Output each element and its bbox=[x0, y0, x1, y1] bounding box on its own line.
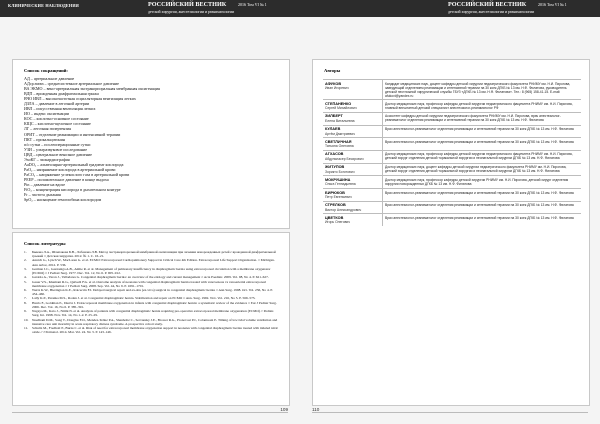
author-description: Врач анестезиолог-реаниматолог отделения реанимации и интенсивной терапии на 30 коек ДГКБ № 13 им. Н.Ф. Филатова bbox=[383, 201, 582, 214]
reference-text: Wertz K.W., Bierington K.E., Roicecrin F.I. Delayed surgical repair and ex-situ (ex-vivo) surgical in congenital diaphragmatic hernia // Ann Surg. 1998. Oct. Vol. 236, No 4. P. 454–460. bbox=[32, 287, 273, 297]
left-page-body bbox=[0, 17, 300, 424]
reference-text: Harris F., Goldman E., Durriz J. Extracorporeal membrane oxygenation in infants with congenital diaphragmatic hernia: a systematic review of the evidence // Eur J Pediatr Surg. 2006. Dec. Vol. 16, No 6. P. 385–391. bbox=[32, 300, 277, 309]
reference-text: Gaxiola A., Varon J., Valladares G. Congenital diaphragmatic hernia: an overview of the etiology and current management // Acta Paediatr. 2009. Vol. 98, No 4. P. 621–627. bbox=[32, 275, 269, 280]
author-surname: ЖИТУПОВ bbox=[325, 165, 345, 170]
references-box bbox=[12, 232, 290, 406]
journal-subtitle: детской хирургии, анестезиологии и реаниматологии bbox=[448, 10, 535, 14]
reference-text: Schultz M., Fredholt P., Burns C. et al. Risk of need for extracorporeal membrane oxygenation support in neonates with congenital diaphragmatic hernia treated with inhaled nitric oxide // J Perinatol. 2014. Mar. Vol. 24. No 3. P. 143–146. bbox=[32, 325, 279, 335]
reference-number: 8. bbox=[24, 300, 27, 305]
author-row bbox=[323, 163, 581, 176]
author-row bbox=[323, 150, 581, 163]
footer-divider bbox=[312, 412, 588, 413]
reference-number: 1. bbox=[24, 250, 27, 254]
abbreviation-item: АДср.mean – среднесистемное артериальное давление bbox=[24, 81, 119, 87]
author-description: Врач анестезиолог-реаниматолог отделения реанимации и интенсивной терапии на 30 коек ДГКБ № 13 им. Н.Ф. Филатова bbox=[383, 214, 582, 226]
author-surname: БИРЮКОВ bbox=[325, 190, 345, 195]
abbreviations-list bbox=[24, 76, 289, 202]
author-row bbox=[323, 125, 581, 138]
abbreviation-item: AaDO₂ – альвеолярно-артериальный градиент кислорода bbox=[24, 161, 124, 167]
abbreviation-item: ДЗЛА – давление в легочной артерии bbox=[24, 101, 90, 107]
abbreviation-item: ПКТ – прокальцитонин bbox=[24, 136, 65, 142]
reference-item bbox=[24, 326, 279, 334]
author-description: Ассистент кафедры детской хирургии педиатрического факультета РНИМУ им. Н.И. Пирогова, врач анестезиолог-реаниматолог отделения реанимации и интенсивной терапии на 30 коек ДГКБ № 13 им. Н.Ф. Филатова bbox=[383, 112, 582, 125]
authors-title: Авторы bbox=[324, 68, 341, 73]
author-name-cell bbox=[323, 80, 383, 100]
author-surname: АФУКОВ bbox=[325, 81, 342, 86]
section-label: КЛИНИЧЕСКИЕ НАБЛЮДЕНИЯ bbox=[8, 3, 80, 8]
author-given-name: Иван Игоревич bbox=[325, 86, 349, 91]
journal-title: РОССИЙСКИЙ ВЕСТНИК bbox=[148, 1, 227, 8]
abbreviation-item: ЦВД – центральное венозное давление bbox=[24, 151, 92, 157]
author-surname: КУЛАЕВ bbox=[325, 127, 341, 132]
right-page-body bbox=[300, 17, 600, 424]
author-row bbox=[323, 214, 581, 226]
abbreviation-item: PEEP – положительное давление в конце выдоха bbox=[24, 176, 109, 182]
abbreviations-box bbox=[12, 59, 290, 229]
abbreviation-item: КЩС – кислотно-щелочное состояние bbox=[24, 121, 91, 127]
abbreviation-item: ОРИТ – отделение реанимации и интенсивной терапии bbox=[24, 131, 121, 137]
abbreviation-item: АД – артериальное давление bbox=[24, 76, 75, 81]
author-name-cell bbox=[323, 189, 383, 202]
author-given-name: Артём Дмитриевич bbox=[325, 131, 355, 136]
reference-number: 2. bbox=[24, 258, 27, 263]
reference-item bbox=[24, 258, 279, 266]
author-name-cell bbox=[323, 163, 383, 176]
author-description: Доктор медицинских наук, доцент кафедры детской хирургии педиатрического факультета РНИМУ им. Н.И. Пирогова, детский хирург отделения детской торакальной хирургии и неонатальной хирургии ДГКБ № 13 им. Н.Ф. Филатова bbox=[383, 163, 582, 176]
author-given-name: Петр Евгеньевич bbox=[325, 195, 352, 200]
reference-item bbox=[24, 318, 279, 326]
page-number: 110 bbox=[312, 407, 320, 412]
abbreviation-item: ВА ЭКМО – вено-артериальная экстракорпоральная мембранная оксигенация bbox=[24, 86, 160, 92]
journal-title: РОССИЙСКИЙ ВЕСТНИК bbox=[448, 1, 527, 8]
author-row bbox=[323, 176, 581, 189]
abbreviation-item: ЭхоКГ – эхокардиография bbox=[24, 156, 70, 162]
author-name-cell bbox=[323, 214, 383, 226]
author-surname: СВЕТЛИЧНАЯ bbox=[325, 139, 352, 144]
reference-text: Annich G., Lynch W., MacLaren G. et al. ECMO: Extracorporeal Cardiopulmonary Support in Critical Care 4th Edition. Extracorporeal Life Support Organization. // Michigan. Ann Arbor, 2012. P. 536. bbox=[32, 258, 275, 267]
author-given-name: Ольга Геннадьевна bbox=[325, 182, 356, 187]
reference-text: Быкова Л.А., Шлепакова Б.В., Лобанова Л.В. Метод экстракорпоральной мембранной оксигенации при лечении новорожденных детей с врожденной диафрагмальной грыжей // Детская хирургия. 2012. № 1. С. 16–21. bbox=[32, 250, 276, 259]
abbreviation-item: УЗИ – ультразвуковое исследование bbox=[24, 146, 88, 152]
author-row bbox=[323, 100, 581, 113]
right-page-header bbox=[300, 0, 600, 17]
author-row bbox=[323, 112, 581, 125]
author-row bbox=[323, 138, 581, 151]
references-list bbox=[24, 250, 279, 334]
author-description: Врач анестезиолог-реаниматолог отделения реанимации и интенсивной терапии на 30 коек ДГКБ № 13 им. Н.Ф. Филатова bbox=[383, 125, 582, 138]
reference-text: Needham D.M., Song T., Douglas F.O., Mendez-Tellez P.A., Shanholtz C., Sevransky J.E., Brower R.G., Pronovost P.J., Colantuoni E. Timing of low tidal volume ventilation and intensive care unit mortality in acute respiratory distress syndrome. A prospective cohort study. bbox=[32, 317, 278, 326]
author-surname: СТЕПАНЕНКО bbox=[325, 101, 352, 106]
author-name-cell bbox=[323, 201, 383, 214]
reference-text: Nagaya M., Kato J., Niimi N. et al. Analysis of patients with congenital diaphragmatic hernia requiring pre-operative extracorporeal membrane oxygenation (ECMO) // Pediatr. Surg. Int. 1998. Nov. Vol. 14, No 1–2. P. 25–29. bbox=[32, 309, 274, 318]
reference-number: 4. bbox=[24, 275, 27, 280]
author-name-cell bbox=[323, 176, 383, 189]
abbreviation-item: FiO₂ – концентрация кислорода в дыхательном контуре bbox=[24, 187, 121, 193]
author-description: Врач анестезиолог-реаниматолог отделения реанимации и интенсивной терапии на 30 коек ДГКБ № 13 им. Н.Ф. Филатова bbox=[383, 138, 582, 151]
right-page bbox=[300, 0, 600, 424]
reference-text: German J.C., Gazzaniga A.B., Amlie R. et al. Management of pulmonary insufficiency in diaphragmatic hernia using extracorporeal circulation with a membrane oxygenator (ECMO) // J Pediatr Surg. 1977. Dec. Vol. 12, No 6. P. 905–912. bbox=[32, 266, 271, 276]
abbreviation-item: SpO₂ – насыщение гемоглобина кислородом bbox=[24, 197, 102, 203]
author-name-cell bbox=[323, 125, 383, 138]
author-name-cell bbox=[323, 112, 383, 125]
reference-text: Gauer V.S., Khemani R.G., Quivedi F.G. et al. Outcome analysis of neonates with congenital diaphragmatic hernia treated with venovenous vs venoarterial extracorporeal membrane oxygenation // J Pediatr Surg. 2008. Sep. Vol. 44, No 9. P. 1691–1701. bbox=[32, 279, 267, 288]
author-given-name: Зорикто Боготович bbox=[325, 169, 355, 174]
author-name-cell bbox=[323, 100, 383, 113]
reference-number: 11. bbox=[24, 325, 29, 330]
abbreviations-title: Список сокращений: bbox=[24, 68, 68, 73]
journal-subtitle: детской хирургии, анестезиологии и реаниматологии bbox=[148, 10, 235, 14]
abbreviation-item: Pin – давление на вдохе bbox=[24, 181, 66, 187]
authors-table bbox=[323, 79, 581, 226]
author-description: Кандидат медицинских наук, доцент кафедры детской хирургии педиатрического факультета РНИМУ им. Н.И. Пирогова, заведующий отделением реанимации и интенсивной терапии на 30 коек ДГКБ № 13 им. Н.Ф. Филатова, руководитель детской неотложной хирургической службы ГБУЗ «ДГКБ № 13 им. Н.Ф. Филатова». Тел.: 8 (965) 158-41-15. E-mail: afukovi@yandex.ru bbox=[383, 80, 582, 100]
reference-number: 6. bbox=[24, 287, 27, 292]
reference-item bbox=[24, 288, 279, 296]
reference-item bbox=[24, 280, 279, 288]
abbreviation-item: ИО – индекс оксигенации bbox=[24, 111, 69, 117]
author-given-name: Игорь Олегович bbox=[325, 220, 351, 225]
abbreviation-item: п/о сутки – послеоперационные сутки bbox=[24, 141, 91, 147]
abbreviation-item: PaO₂ – напряжение кислорода в артериальной крови bbox=[24, 166, 116, 172]
abbreviation-item: ВЧО ИВЛ – высокочастотная осцилляторная вентиляция легких bbox=[24, 96, 136, 102]
author-name-cell bbox=[323, 138, 383, 151]
abbreviation-item: ВДП – врожденная диафрагмальная грыжа bbox=[24, 91, 99, 97]
author-given-name: Абдульнасер Бесирович bbox=[325, 157, 364, 162]
journal-volume: 2016 Том VI № 1 bbox=[538, 2, 567, 7]
abbreviation-item: ИВЛ – искусственная вентиляция легких bbox=[24, 106, 96, 112]
reference-number: 3. bbox=[24, 266, 27, 271]
authors-box bbox=[312, 59, 590, 406]
author-surname: АГХАСОВ bbox=[325, 152, 344, 157]
author-surname: ЗИЛБЕРТ bbox=[325, 114, 343, 119]
author-given-name: Виктор Александрович bbox=[325, 207, 362, 212]
journal-volume: 2016 Том VI № 1 bbox=[238, 2, 267, 7]
author-surname: СТРЕЛКОВ bbox=[325, 203, 346, 208]
reference-number: 9. bbox=[24, 309, 27, 314]
abbreviation-item: КОС – кислотно-основное состояние bbox=[24, 116, 89, 122]
author-given-name: Елена Витальевна bbox=[325, 118, 355, 123]
reference-item bbox=[24, 301, 279, 309]
author-surname: ЦВЕТКОВ bbox=[325, 215, 344, 220]
author-given-name: Сергей Михайлович bbox=[325, 106, 357, 111]
left-page-header bbox=[0, 0, 300, 17]
reference-text: Lally K.P., Paranka M.S., Roden J. et al. Congenital diaphragmatic hernia. Stabilization and repair on ECMO // Ann. Surg. 1992. Nov. Vol. 216, No 5. P. 569–573. bbox=[32, 296, 256, 301]
author-given-name: Татьяна Олеговна bbox=[325, 144, 354, 149]
references-title: Список литературы bbox=[24, 241, 66, 246]
author-description: Врач анестезиолог-реаниматолог отделения реанимации и интенсивной терапии на 30 коек ДГКБ № 13 им. Н.Ф. Филатова bbox=[383, 189, 582, 202]
author-description: Доктор медицинских наук, профессор кафедры детской хирургии РНИМУ им. Н.И. Пирогова, детский хирург отделения хирургии новорожденных ДГКБ № 13 им. Н.Ф. Филатова bbox=[383, 176, 582, 189]
author-row bbox=[323, 80, 581, 100]
reference-item bbox=[24, 250, 279, 258]
abbreviation-item: ЛГ – легочная гипертензия bbox=[24, 126, 71, 132]
footer-divider bbox=[12, 412, 288, 413]
page-number: 109 bbox=[280, 407, 288, 412]
reference-number: 5. bbox=[24, 279, 27, 284]
abbreviation-item: Fr – частота дыхания bbox=[24, 192, 61, 198]
abbreviation-item: PaCO₂ – напряжение углекислого газа в артериальной крови bbox=[24, 171, 130, 177]
author-description: Доктор медицинских наук, профессор кафедры детской хирургии педиатрического факультета РНИМУ им. Н.И. Пирогова, главный внештатный детский специалист анестезиолог-реаниматолог РФ bbox=[383, 100, 582, 113]
reference-number: 10. bbox=[24, 317, 29, 322]
author-description: Доктор медицинских наук, профессор кафедры детской хирургии педиатрического факультета РНИМУ им. Н.И. Пирогова, детский хирург отделения детской торакальной хирургии и неонатальной хирургии ДГКБ № 13 им. Н.Ф. Филатова bbox=[383, 150, 582, 163]
reference-item bbox=[24, 267, 279, 275]
author-name-cell bbox=[323, 150, 383, 163]
author-row bbox=[323, 201, 581, 214]
reference-number: 7. bbox=[24, 296, 27, 301]
author-row bbox=[323, 189, 581, 202]
reference-item bbox=[24, 309, 279, 317]
author-surname: МОКРУШИНА bbox=[325, 177, 351, 182]
